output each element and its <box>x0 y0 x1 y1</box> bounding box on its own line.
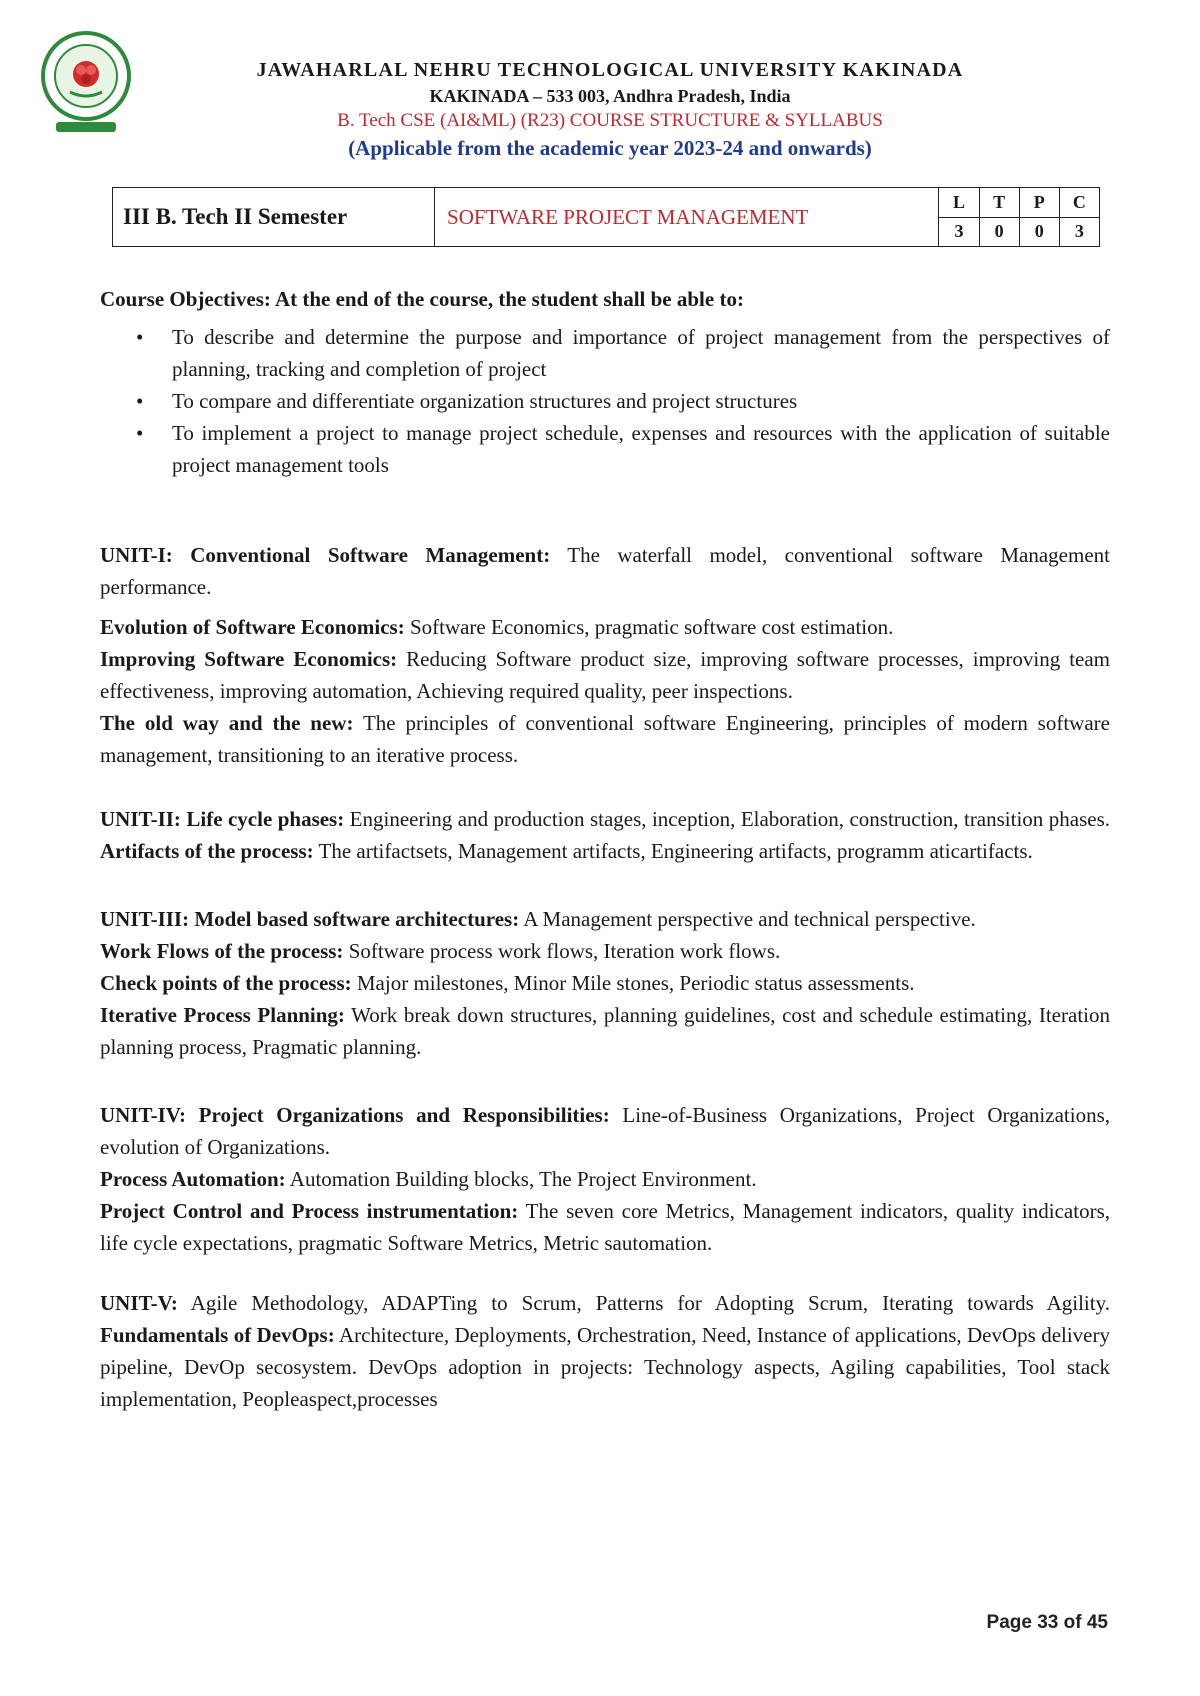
applicability-note: (Applicable from the academic year 2023-24 and onwards) <box>348 136 872 160</box>
program-title: B. Tech CSE (AI&ML) (R23) COURSE STRUCTURE & SYLLABUS <box>337 110 883 131</box>
unit-5-intro: UNIT-V: Agile Methodology, ADAPTing to Scrum, Patterns for Adopting Scrum, Iterating towards Agility. Fundamentals of DevOps: Architecture, Deployments, Orchestration, Need, Instance of applications, DevOps delivery pipeline, DevOp secosystem. DevOps adoption in projects: Technology aspects, Agiling capabilities, Tool stack implementation, Peopleaspect,processes <box>100 1291 1110 1411</box>
unit-4-topic: Project Control and Process instrumentation: The seven core Metrics, Management indicators, quality indicators, life cycle expectations, pragmatic Software Metrics, Metric sautomation. <box>100 1199 1110 1255</box>
unit-1-intro: UNIT-I: Conventional Software Management: The waterfall model, conventional software Management performance. <box>100 543 1110 599</box>
page-number: Page 33 of 45 <box>986 1612 1108 1633</box>
unit-4 <box>100 1099 1110 1259</box>
ltpc-header-l: L <box>939 188 979 218</box>
unit-1-topic: Improving Software Economics: Reducing Software product size, improving software processes, improving team effectiveness, improving automation, Achieving required quality, peer inspections. <box>100 647 1111 703</box>
university-address: KAKINADA – 533 003, Andhra Pradesh, India <box>429 86 791 106</box>
ltpc-value-p: 0 <box>1019 217 1059 247</box>
unit-1-topic: The old way and the new: The principles of conventional software Engineering, principles of modern software management, transitioning to an iterative process. <box>100 711 1110 767</box>
document-header <box>140 56 1080 163</box>
syllabus-content <box>100 283 1110 1415</box>
ltpc-value-c: 3 <box>1059 217 1099 247</box>
ltpc-header-t: T <box>979 188 1019 218</box>
course-info-table <box>112 187 1100 247</box>
unit-3-intro: UNIT-III: Model based software architectures: A Management perspective and technical perspective. <box>100 907 976 931</box>
unit-1 <box>100 539 1110 771</box>
ltpc-value-t: 0 <box>979 217 1019 247</box>
unit-4-topic: Process Automation: Automation Building blocks, The Project Environment. <box>100 1167 757 1191</box>
ltpc-value-l: 3 <box>939 217 979 247</box>
unit-3 <box>100 903 1110 1063</box>
course-title-cell: SOFTWARE PROJECT MANAGEMENT <box>435 188 939 247</box>
unit-3-topic: Iterative Process Planning: Work break down structures, planning guidelines, cost and schedule estimating, Iteration planning process, Pragmatic planning. <box>100 1003 1110 1059</box>
ltpc-header-c: C <box>1059 188 1099 218</box>
unit-2-intro: UNIT-II: Life cycle phases: Engineering and production stages, inception, Elaboration, construction, transition phases. Artifacts of the process: The artifactsets, Management artifacts, Engineering artifacts, programm aticartifacts. <box>100 807 1110 863</box>
objectives-title: Course Objectives: At the end of the course, the student shall be able to: <box>100 287 744 311</box>
unit-3-topic: Check points of the process: Major milestones, Minor Mile stones, Periodic status assessments. <box>100 971 915 995</box>
objectives-list <box>100 321 1110 481</box>
unit-2 <box>100 803 1110 867</box>
objective-item: • To describe and determine the purpose and importance of project management from the perspectives of planning, tracking and completion of project <box>136 325 1110 381</box>
unit-3-topic: Work Flows of the process: Software process work flows, Iteration work flows. <box>100 939 781 963</box>
university-logo <box>40 30 132 136</box>
objective-item: • To implement a project to manage project schedule, expenses and resources with the application of suitable project management tools <box>136 421 1110 477</box>
unit-5 <box>100 1287 1110 1415</box>
university-name: JAWAHARLAL NEHRU TECHNOLOGICAL UNIVERSITY KAKINADA <box>256 59 964 81</box>
objective-item: • To compare and differentiate organization structures and project structures <box>136 389 798 413</box>
unit-1-topic: Evolution of Software Economics: Software Economics, pragmatic software cost estimation. <box>100 615 894 639</box>
ltpc-header-p: P <box>1019 188 1059 218</box>
semester-cell: III B. Tech II Semester <box>113 188 435 247</box>
unit-4-intro: UNIT-IV: Project Organizations and Responsibilities: Line-of-Business Organizations, Project Organizations, evolution of Organizations. <box>100 1103 1110 1159</box>
